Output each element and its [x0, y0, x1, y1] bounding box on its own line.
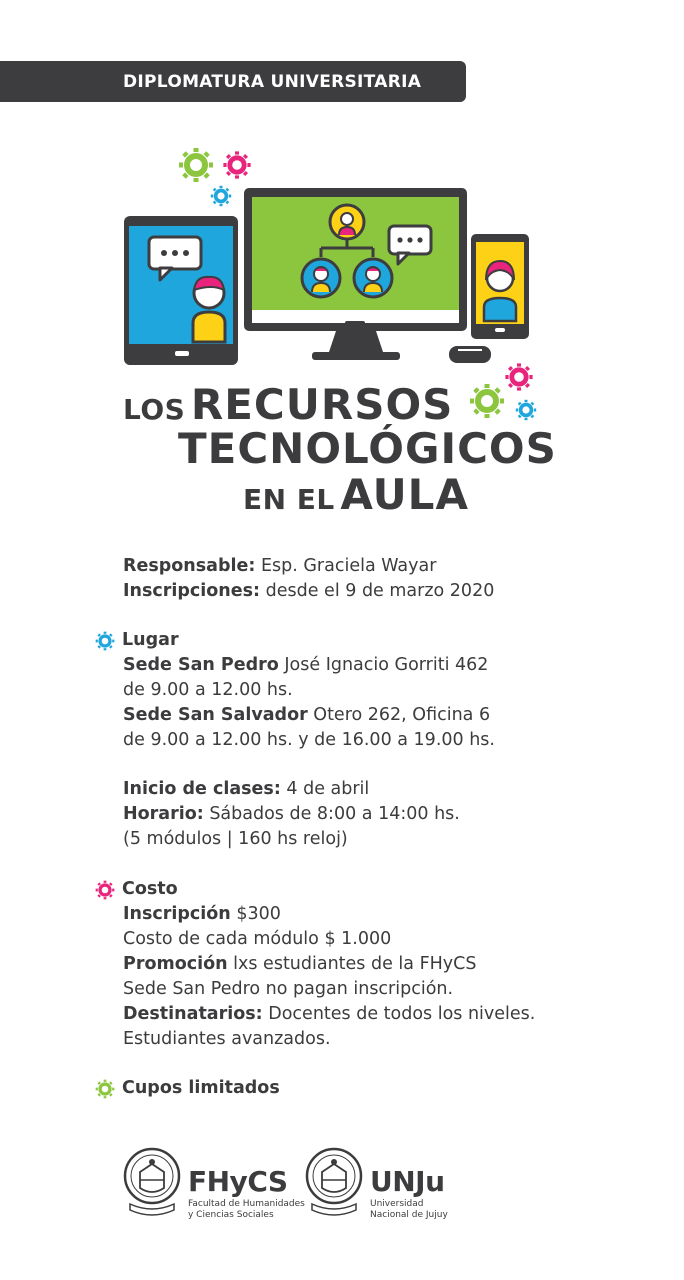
unju-name: UNJu [370, 1165, 445, 1198]
sede-san-salvador-line: Sede San Salvador Otero 262, Oficina 6 [123, 705, 491, 725]
sede-san-salvador-hours: de 9.00 a 12.00 hs. y de 16.00 a 19.00 hs. [123, 730, 495, 750]
monitor-icon [244, 188, 467, 360]
person-icon [302, 259, 340, 297]
title-en-el: EN EL [243, 483, 335, 516]
gear-icon [470, 384, 504, 418]
cupos-heading: Cupos limitados [94, 1076, 280, 1101]
inscripcion-line: Inscripción $300 [123, 904, 281, 924]
title-aula: AULA [340, 470, 469, 519]
title-tecnologicos: TECNOLÓGICOS [178, 424, 557, 473]
mouse-icon [449, 346, 491, 363]
lugar-block [123, 653, 495, 753]
costo-block [123, 902, 535, 1052]
info-block [123, 554, 494, 604]
modulo-cost-line: Costo de cada módulo $ 1.000 [123, 929, 392, 949]
seal-icon [122, 1142, 182, 1222]
promocion-line-2: Sede San Pedro no pagan inscripción. [123, 979, 454, 999]
destinatarios-line: Destinatarios: Docentes de todos los niveles. [123, 1004, 536, 1024]
modulos-line: (5 módulos | 160 hs reloj) [123, 829, 348, 849]
inicio-line: Inicio de clases: 4 de abril [123, 779, 370, 799]
smartphone-icon [471, 234, 529, 339]
destinatarios-line-2: Estudiantes avanzados. [123, 1029, 331, 1049]
costo-heading: Costo [94, 877, 178, 902]
gear-icon [505, 363, 532, 390]
tablet-icon [124, 216, 238, 365]
seal-icon [304, 1142, 364, 1222]
unju-text [370, 1165, 448, 1221]
person-icon [330, 205, 364, 239]
gear-icon [211, 186, 231, 206]
title-recursos: RECURSOS [190, 380, 454, 429]
horario-line: Horario: Sábados de 8:00 a 14:00 hs. [123, 804, 460, 824]
fhycs-sub-2: y Ciencias Sociales [188, 1210, 274, 1220]
gear-icon [94, 1078, 116, 1100]
gear-icon [94, 879, 116, 901]
fhycs-logo [122, 1142, 305, 1222]
gear-icon [179, 148, 213, 182]
header-banner [0, 61, 466, 102]
institution-logos [122, 1142, 462, 1226]
banner-text: DIPLOMATURA UNIVERSITARIA [123, 71, 422, 92]
title-line-2 [178, 424, 557, 473]
responsable-line: Responsable: Esp. Graciela Wayar [123, 556, 437, 576]
unju-logo [304, 1142, 448, 1222]
gear-icon [223, 151, 250, 178]
promocion-line: Promoción lxs estudiantes de la FHyCS [123, 954, 477, 974]
person-icon [354, 259, 392, 297]
fhycs-sub-1: Facultad de Humanidades [188, 1199, 305, 1209]
title-line-1 [123, 380, 454, 429]
inscripciones-line: Inscripciones: desde el 9 de marzo 2020 [123, 581, 495, 601]
clases-block [123, 777, 460, 852]
lugar-heading: Lugar [94, 628, 179, 653]
gear-icon [94, 630, 116, 652]
fhycs-text [188, 1165, 305, 1221]
title-line-3 [243, 470, 469, 519]
sede-san-pedro-hours: de 9.00 a 12.00 hs. [123, 680, 293, 700]
sede-san-pedro-line: Sede San Pedro José Ignacio Gorriti 462 [123, 655, 489, 675]
title-los: LOS [123, 393, 186, 426]
unju-sub-2: Nacional de Jujuy [370, 1210, 448, 1220]
unju-sub-1: Universidad [370, 1199, 424, 1209]
gear-icon [516, 400, 536, 420]
fhycs-name: FHyCS [188, 1165, 288, 1198]
